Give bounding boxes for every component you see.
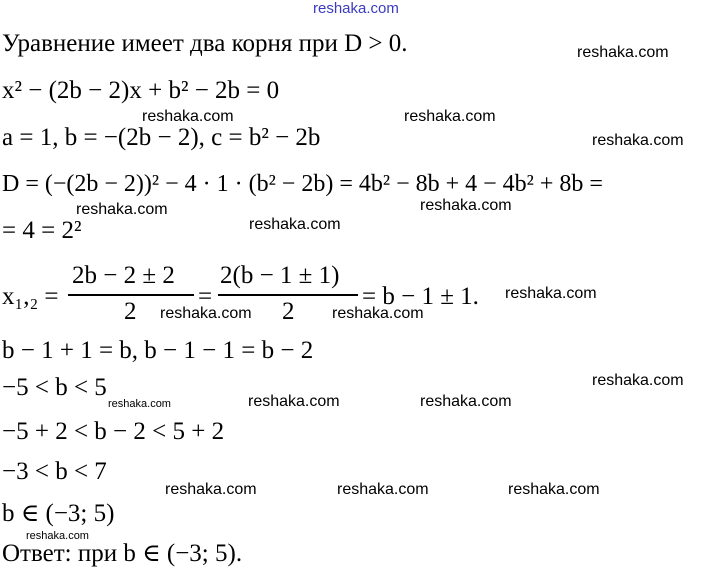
watermark: reshaka.com [108, 398, 171, 410]
line-inequality-1: −5 < b < 5 [2, 374, 107, 401]
fraction-1-numerator: 2b − 2 ± 2 [72, 262, 175, 289]
watermark: reshaka.com [160, 305, 252, 322]
watermark: reshaka.com [249, 216, 341, 233]
watermark: reshaka.com [76, 201, 168, 218]
watermark: reshaka.com [142, 108, 234, 125]
watermark: reshaka.com [165, 481, 257, 498]
line-inequality-3: −3 < b < 7 [2, 458, 107, 485]
watermark: reshaka.com [420, 197, 512, 214]
watermark: reshaka.com [592, 372, 684, 389]
watermark: reshaka.com [404, 108, 496, 125]
watermark: reshaka.com [592, 132, 684, 149]
fraction-1-bar [68, 294, 194, 296]
watermark: reshaka.com [248, 393, 340, 410]
fraction-2-denominator: 2 [282, 298, 295, 325]
line-answer: Ответ: при b ∈ (−3; 5). [2, 540, 243, 567]
line-condition: Уравнение имеет два корня при D > 0. [2, 30, 408, 57]
watermark: reshaka.com [577, 44, 669, 61]
watermark: reshaka.com [420, 393, 512, 410]
fraction-2-bar [218, 294, 358, 296]
line-discriminant: D = (−(2b − 2))² − 4 · 1 · (b² − 2b) = 4b² − 8b + 4 − 4b² + 8b = [2, 171, 603, 197]
line-root-values: b − 1 + 1 = b, b − 1 − 1 = b − 2 [2, 337, 314, 364]
fraction-2-numerator: 2(b − 1 ± 1) [220, 262, 340, 289]
line-equation: x² − (2b − 2)x + b² − 2b = 0 [2, 77, 280, 104]
watermark: reshaka.com [505, 285, 597, 302]
watermark-top: reshaka.com [313, 0, 399, 17]
watermark: reshaka.com [332, 305, 424, 322]
watermark: reshaka.com [26, 530, 89, 542]
watermark: reshaka.com [508, 481, 600, 498]
line-interval: b ∈ (−3; 5) [2, 500, 115, 527]
line-roots-equals: = [198, 283, 213, 310]
line-roots-result: = b − 1 ± 1. [362, 283, 479, 310]
line-inequality-2: −5 + 2 < b − 2 < 5 + 2 [2, 418, 225, 445]
watermark: reshaka.com [337, 481, 429, 498]
line-coefficients: a = 1, b = −(2b − 2), c = b² − 2b [2, 124, 321, 151]
line-roots-label: x₁,₂ = [2, 283, 59, 310]
line-discriminant-value: = 4 = 2² [2, 217, 82, 244]
fraction-1-denominator: 2 [124, 298, 137, 325]
